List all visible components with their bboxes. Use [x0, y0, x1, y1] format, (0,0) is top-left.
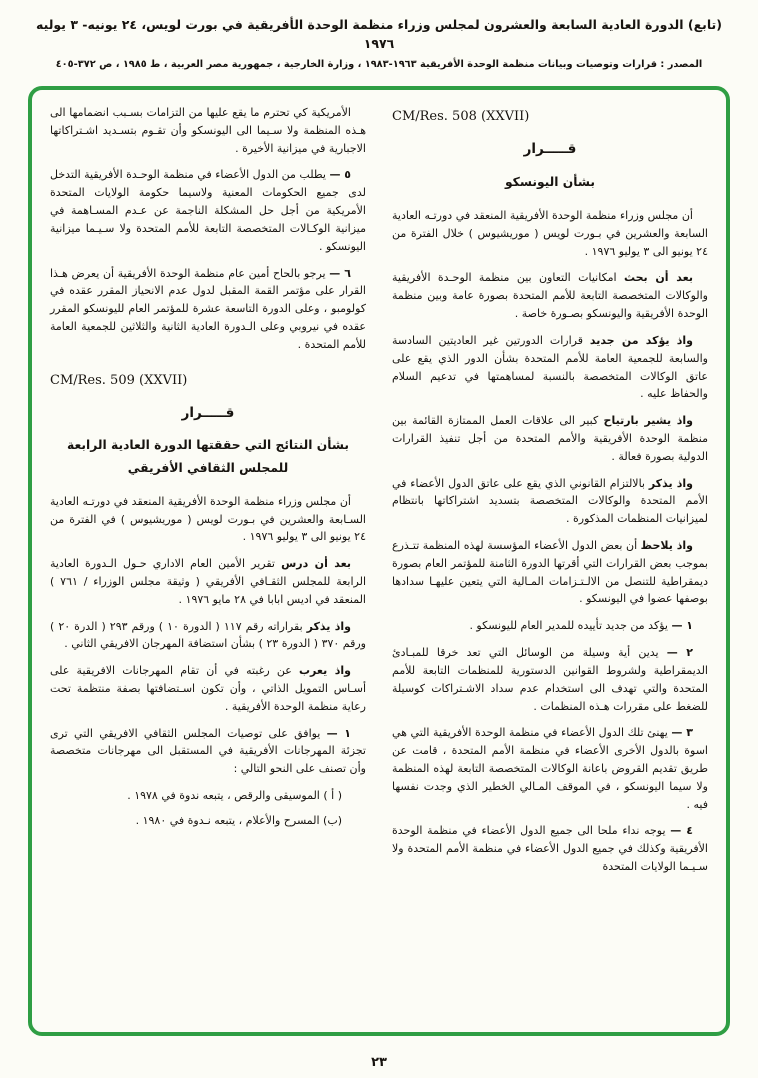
- paragraph-text: يؤكد من جديد تأييده للمدير العام لليونسكو .: [469, 619, 672, 633]
- paragraph: [392, 207, 708, 260]
- paragraph-text: يهنئ تلك الدول الأعضاء في منظمة الوحدة الأفريقية التي هي اسوة بالدول الأخرى الأعضاء في منظمة الأمم المتحدة ، قامت عن طريق تقديم القروض باعانة الوكالات المتخصصة التابعة لهذه المنظمة ولا سيما اليونسكو ، في الموقف المـالي الخطير الذي وجدت نفسها فيه .: [392, 726, 708, 811]
- resolution-508-title: قـــــرار: [523, 141, 577, 158]
- column-left: [50, 104, 366, 1022]
- numbered-clause: [50, 265, 366, 354]
- clause-number: ١ —: [671, 619, 693, 633]
- numbered-clause: [392, 822, 708, 875]
- resolution-509-subtitle: بشأن النتائج التي حققتها الدورة العادية الرابعة للمجلس الثقافي الأفريقي: [67, 438, 349, 475]
- paragraph-text: (ب) المسرح والأعلام ، يتبعه نـدوة في ١٩٨٠ .: [135, 813, 342, 827]
- paragraph-text: أن بعض الدول الأعضاء المؤسسة لهذه المنظمة تتـذرع بموجب بعض القرارات التي أقرتها الدورة الثامنة للمؤتمر العام بصورة ديمقراطية للتنصل من الالـتـزامات المـالية التي يتعين عليهـا سدادها بوصفها عضوا في اليونسكو .: [392, 539, 708, 606]
- paragraph-lead: واذ يؤكد من جديد: [589, 333, 693, 347]
- paragraph: [392, 269, 708, 322]
- paragraph-text: قرارات الدورتين غير العاديتين السادسة والسابعة للجمعية العامة للأمم المتحدة بشأن الدور الذي يقع على عاتق الوكالات المتخصصة بالنسبة لمساهمتها في تدعيم السلام والحفاظ عليه .: [392, 333, 708, 401]
- header-source-line: المصدر : قرارات وتوصيات وبيانات منظمة الوحدة الأفريقية ١٩٦٣-١٩٨٣ ، وزارة الخارجية ، جمهورية مصر العربية ، ط ١٩٨٥ ، ص ٣٧٢-٤٠٥: [55, 58, 703, 70]
- content-frame: [28, 86, 730, 1036]
- paragraph: [392, 332, 708, 403]
- paragraph-text: أن مجلس وزراء منظمة الوحدة الأفريقية المنعقد في دورتـه العادية السـابعة والعشرين في بـورت لويس ( موريشيوس ) في الفترة من ٢٤ يونيو الى ٣ يوليو ١٩٧٦ .: [50, 494, 366, 544]
- resolution-509-title: قـــــرار: [181, 404, 235, 421]
- paragraph-lead: واذ يذكر: [648, 476, 693, 490]
- paragraph-text: يدين أية وسيلة من الوسائل التي تعد خرقا للمبـادئ الديمقراطية ولشروط القوانين الدستورية للمنظمات التابعة للأمم المتحدة والتي تهدف الى استخدام عدم سداد الاشـتراكات كوسيلة للضغط على مقررات هـذه المنظمات .: [392, 646, 708, 713]
- paragraph-lead: واذ يعرب: [299, 664, 351, 678]
- clause-number: ٢ —: [666, 646, 693, 660]
- paragraph: [50, 104, 366, 157]
- numbered-clause: [50, 725, 366, 778]
- header-title: (تابع) الدورة العادية السابعة والعشرون لمجلس وزراء منظمة الوحدة الأفريقية في بورت لويس، ٢٤ يونيه- ٣ يوليه ١٩٧٦: [36, 17, 722, 51]
- clause-number: ٦ —: [329, 266, 351, 280]
- two-column-layout: [50, 104, 708, 1022]
- paragraph-text: كبير الى علاقات العمل الممتازة القائمة بين منظمة الوحدة الأفريقية والأمم المتحدة من أجل تنفيذ القرارات الدولية بصورة فعالة .: [392, 414, 708, 463]
- paragraph-lead: بعد أن بحث: [623, 271, 693, 285]
- paragraph: [50, 662, 366, 715]
- clause-number: ١ —: [326, 726, 351, 740]
- resolution-508-subtitle: بشأن اليونسكو: [504, 174, 596, 189]
- paragraph-text: بقراراته رقم ١١٧ ( الدورة ١٠ ) ورقم ٢٩٣ ( الدرة ٢٠ ) ورقم ٣٧٠ ( الدورة ٢٣ ) بشأن استضافة المهرجان الافريقي الثاني .: [50, 619, 366, 651]
- paragraph-text: امكانيات التعاون بين منظمة الوحـدة الأفريقية والوكالات المتخصصة التابعة للأمم المتحدة بصورة عامة وبين منظمة الوحدة الأفريقية واليونسكو بصـورة خاصة .: [392, 271, 708, 321]
- clause-number: ٥ —: [329, 168, 351, 182]
- paragraph: [50, 555, 366, 608]
- numbered-clause: [392, 724, 708, 813]
- paragraph: [50, 493, 366, 546]
- page-header: [0, 0, 758, 70]
- paragraph-lead: واذ يشير بارتياح: [603, 414, 693, 428]
- page-number: ٢٣: [371, 1055, 387, 1070]
- paragraph-text: يطلب من الدول الأعضاء في منظمة الوحـدة الأفريقية التدخل لدى جميع الحكومات المعنية ولاسيما حكومة الولايات المتحدة الأمريكية من أجل حل المشكلة الناجمة عن عـدم المسـاهمة في ميزانية الوكـالات المتخصصة التابعة للأمم المتحدة ولا سـيـما ميزانية اليونسكو .: [50, 168, 366, 253]
- paragraph-text: تقرير الأمين العام الاداري حـول الـدورة العادية الرابعة للمجلس الثقـافي الأفريقي ( وثيقة مجلس الوزراء / ٧٦١ ) المنعقد في اديس ابابا في ٢٨ مايو ١٩٧٦ .: [50, 557, 366, 606]
- paragraph-text: يرجو بالحاح أمين عام منظمة الوحدة الأفريقية أن يعرض هـذا القرار على مؤتمر القمة المقبل لدول عدم الانحياز المقرر عقده في كولومبو ، وعلى الدورة التاسعة عشرة للمؤتمر العام لليونسكو المقرر عقده في نيروبي وعلى الـدورة العادية الثانية والثلاثين للجمعية العامة للأمم المتحدة .: [50, 266, 366, 351]
- clause-number: ٤ —: [670, 824, 693, 838]
- paragraph: [392, 475, 708, 528]
- paragraph: [392, 537, 708, 608]
- paragraph: [50, 618, 366, 654]
- numbered-clause: [392, 644, 708, 715]
- paragraph-lead: واذ يذكر: [306, 619, 351, 633]
- paragraph-text: أن مجلس وزراء منظمة الوحدة الأفريقية المنعقد في دورتـه العادية السابعة والعشرين في بـورت لويس ( موريشيوس ) خلال الفترة من ٢٤ يونيو الى ٣ يوليو ١٩٧٦ .: [392, 209, 708, 258]
- list-item: [50, 812, 366, 830]
- list-item: [50, 787, 366, 805]
- paragraph-text: الأمريكية كي تحترم ما يقع عليها من التزامات بسـبب انضمامها الى هـذه المنظمة ولا سـيما الى اليونسكو وأن تقـوم بتسـديد اشـتراكاتها الاجبارية في ميزانية الأخيرة .: [50, 106, 366, 155]
- column-right: [392, 104, 708, 1022]
- paragraph-lead: واذ يلاحظ: [640, 539, 693, 553]
- numbered-clause: [392, 617, 708, 635]
- doc-ref-509: CM/Res. 509 (XXVII): [50, 372, 188, 388]
- paragraph-text: يوجه نداء ملحا الى جميع الدول الأعضاء في منظمة الوحدة الأفريقية وكذلك في جميع الدول الأعضاء في منظمة الأمم المتحدة ولا سـيـما الولايات المتحدة: [392, 824, 708, 874]
- paragraph-text: عن رغبته في أن تقام المهرجانات الافريقية على أسـاس التمويل الذاتي ، وأن تكون اسـتضافتها بصفة منتظمة تحت رعاية منظمة الوحدة الأفريقية .: [50, 664, 366, 713]
- doc-ref-508: CM/Res. 508 (XXVII): [392, 109, 530, 124]
- paragraph-lead: بعد أن درس: [281, 557, 351, 571]
- numbered-clause: [50, 166, 366, 255]
- paragraph-text: يوافق على توصيات المجلس الثقافي الافريقي التي ترى تجزئة المهرجانات الأفريقية في المستقبل الى مهرجانات متخصصة وأن تصنف على النحو التالي :: [50, 726, 366, 776]
- paragraph-text: ( أ ) الموسيقى والرقص ، يتبعه ندوة في ١٩٧٨ .: [127, 789, 342, 803]
- paragraph-text: بالالتزام القانوني الذي يقع على عاتق الدول الأعضاء في الأمم المتحدة والوكالات المتخصصة بتسديد اشتراكاتها بانتظام لميزانيات المنظمات المذكورة .: [392, 476, 708, 526]
- paragraph: [392, 412, 708, 465]
- clause-number: ٣ —: [671, 726, 693, 740]
- resolution-509-section: [50, 370, 366, 830]
